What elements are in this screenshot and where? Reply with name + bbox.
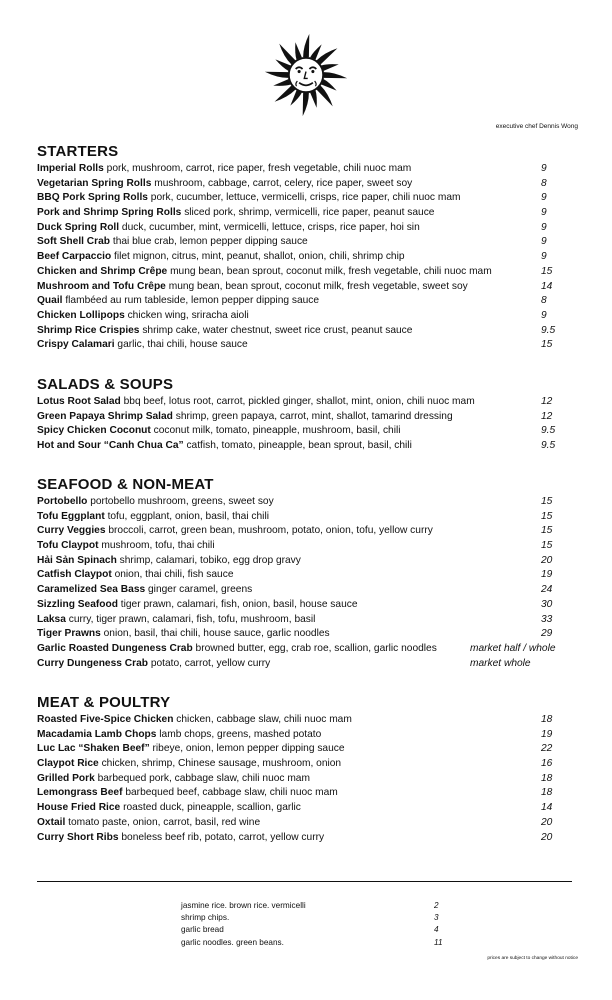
item-description: lamb chops, greens, mashed potato [159,728,322,740]
item-name: Tofu Claypot [37,540,99,552]
item-description: barbequed pork, cabbage slaw, chili nuoc mam [97,772,310,784]
item-price: 18 [541,787,553,799]
item-price: 9 [541,192,547,204]
menu-item [37,177,597,192]
menu-item [37,816,597,831]
sun-ray [295,42,302,59]
menu-item [37,757,597,772]
item-price: 20 [541,554,553,566]
item-name: Shrimp Rice Crispies [37,324,140,336]
item-description: broccoli, carrot, green bean, mushroom, potato, onion, tofu, yellow curry [108,525,433,537]
item-name: Vegetarian Spring Rolls [37,177,152,189]
item-name: Tofu Eggplant [37,510,105,522]
item-price: 22 [541,743,553,755]
item-price: 9 [541,207,547,219]
item-price: 8 [541,295,547,307]
item-name: Claypot Rice [37,758,99,770]
menu-item [37,583,597,598]
item-price: 15 [541,540,553,552]
item-name: Portobello [37,496,88,507]
menu-item [37,338,597,353]
item-name: House Fried Rice [37,802,121,814]
menu-item [37,539,597,554]
side-name: garlic bread [181,925,224,935]
section-title-seafood-non-meat: SEAFOOD & NON-MEAT [37,476,214,493]
item-description: flambéed au rum tableside, lemon pepper dipping sauce [65,295,320,307]
item-description: browned butter, egg, crab roe, scallion, garlic noodles [195,642,437,654]
item-description: pork, mushroom, carrot, rice paper, fresh vegetable, chili nuoc mam [106,163,412,174]
item-price: 15 [541,496,553,507]
item-description: garlic, thai chili, house sauce [117,339,248,351]
item-description: boneless beef rib, potato, carrot, yellow curry [121,831,325,843]
side-price: 3 [434,913,439,923]
item-description: duck, cucumber, mint, vermicelli, lettuce, crisps, rice paper, hoi sin [121,221,420,233]
item-description: mung bean, bean sprout, coconut milk, fresh vegetable, sweet soy [168,280,468,292]
item-price: 9.5 [541,440,556,452]
side-price: 11 [434,937,443,947]
item-name: Tiger Prawns [37,628,101,640]
item-price: 9 [541,163,547,174]
menu-item [37,801,597,816]
item-price: market half / whole [470,642,556,654]
item-description: chicken, cabbage slaw, chili nuoc mam [176,714,352,725]
item-description: shrimp, green papaya, carrot, mint, shallot, tamarind dressing [175,410,453,422]
item-description: onion, thai chili, fish sauce [114,569,234,581]
item-price: 19 [541,728,553,740]
item-price: 9.5 [541,324,556,336]
item-price: 18 [541,714,553,725]
item-name: Chicken Lollipops [37,309,125,321]
item-name: Crispy Calamari [37,339,115,351]
item-description: mushroom, cabbage, carrot, celery, rice paper, sweet soy [154,177,413,189]
item-description: thai blue crab, lemon pepper dipping sauce [112,236,308,248]
divider [37,881,572,882]
menu-item [37,324,597,339]
side-item [181,900,451,912]
item-description: sliced pork, shrimp, vermicelli, rice paper, peanut sauce [184,207,435,219]
sun-ray [265,72,288,78]
item-description: barbequed beef, cabbage slaw, chili nuoc mam [125,787,338,799]
sun-ray [279,44,295,65]
item-price: 18 [541,772,553,784]
item-description: bbq beef, lotus root, carrot, pickled ginger, shallot, mint, onion, chili nuoc mam [123,396,475,407]
menu-item [37,627,597,642]
menu-item [37,235,597,250]
item-description: curry, tiger prawn, calamari, fish, tofu, mushroom, basil [68,613,316,625]
menu-item [37,221,597,236]
side-price: 4 [434,925,439,935]
menu-item [37,713,597,728]
item-description: potato, carrot, yellow curry [150,657,271,669]
item-name: Oxtail [37,816,66,828]
sun-ray [317,86,333,107]
item-name: Lemongrass Beef [37,787,123,799]
sun-ray [303,34,309,57]
side-name: jasmine rice. brown rice. vermicelli [181,901,306,910]
item-name: Luc Lac “Shaken Beef” [37,743,150,755]
item-name: Lotus Root Salad [37,396,121,407]
item-price: 33 [541,613,553,625]
menu-item [37,395,597,410]
item-name: Garlic Roasted Dungeness Crab [37,642,193,654]
sun-ray [303,93,309,116]
menu-item [37,410,597,425]
menu-list-starters [37,162,597,353]
sun-ray [317,48,338,64]
item-name: BBQ Pork Spring Rolls [37,192,148,204]
item-price: 9 [541,251,547,263]
menu-item [37,424,597,439]
sun-ray [290,90,301,105]
item-description: roasted duck, pineapple, scallion, garlic [123,802,301,814]
item-description: tomato paste, onion, carrot, basil, red wine [68,816,261,828]
section-title-salads-soups: SALADS & SOUPS [37,376,174,393]
item-description: portobello mushroom, greens, sweet soy [90,496,274,507]
item-name: Roasted Five-Spice Chicken [37,714,174,725]
menu-item [37,439,597,454]
item-price: 12 [541,396,553,407]
sun-ray [324,72,347,78]
item-description: chicken wing, sriracha aioli [127,309,249,321]
section-title-starters: STARTERS [37,143,119,160]
item-name: Green Papaya Shrimp Salad [37,410,173,422]
item-name: Curry Dungeness Crab [37,657,148,669]
menu-item [37,831,597,846]
item-price: 14 [541,280,553,292]
item-name: Curry Veggies [37,525,106,537]
sun-ray [321,79,336,90]
section-title-meat-poultry: MEAT & POULTRY [37,694,171,711]
item-price: 9 [541,309,547,321]
item-name: Duck Spring Roll [37,221,120,233]
item-name: Catfish Claypot [37,569,112,581]
menu-item [37,294,597,309]
item-price: 29 [541,628,553,640]
item-name: Chicken and Shrimp Crêpe [37,265,168,277]
menu-item [37,280,597,295]
item-description: ribeye, onion, lemon pepper dipping sauce [152,743,345,755]
item-price: 8 [541,177,547,189]
item-price: 19 [541,569,553,581]
item-description: tofu, eggplant, onion, basil, thai chili [107,510,269,522]
sun-ray [310,90,317,107]
menu-item [37,786,597,801]
item-price: 16 [541,758,553,770]
sun-face-logo [263,32,349,118]
item-price: 20 [541,831,553,843]
side-name: shrimp chips. [181,913,230,923]
menu-item [37,742,597,757]
item-name: Spicy Chicken Coconut [37,425,151,437]
menu-item [37,250,597,265]
menu-item [37,657,597,672]
sun-ray [310,44,321,59]
item-price: 14 [541,802,553,814]
sides-list [181,900,451,949]
item-name: Grilled Pork [37,772,95,784]
item-description: coconut milk, tomato, pineapple, mushroom, basil, chili [153,425,401,437]
item-name: Hot and Sour “Canh Chua Ca” [37,440,184,452]
menu-item [37,642,597,657]
menu-list-seafood-non-meat [37,495,597,671]
menu-list-meat-poultry [37,713,597,845]
item-price: 30 [541,598,553,610]
menu-item [37,568,597,583]
item-price: 9 [541,236,547,248]
item-price: 24 [541,584,553,596]
menu-item [37,598,597,613]
item-description: ginger caramel, greens [148,584,253,596]
menu-item [37,772,597,787]
item-description: pork, cucumber, lettuce, vermicelli, crisps, rice paper, chili nuoc mam [150,192,461,204]
item-name: Imperial Rolls [37,163,104,174]
item-price: 15 [541,265,553,277]
item-name: Mushroom and Tofu Crêpe [37,280,166,292]
item-description: filet mignon, citrus, mint, peanut, shallot, onion, chili, shrimp chip [114,251,405,263]
menu-item [37,554,597,569]
item-description: chicken, shrimp, Chinese sausage, mushroom, onion [101,758,342,770]
menu-item [37,191,597,206]
item-name: Beef Carpaccio [37,251,112,263]
item-name: Sizzling Seafood [37,598,118,610]
item-name: Quail [37,295,63,307]
menu-item [37,510,597,525]
item-name: Laksa [37,613,66,625]
item-name: Pork and Shrimp Spring Rolls [37,207,182,219]
item-price: 20 [541,816,553,828]
side-item [181,924,451,936]
side-name: garlic noodles. green beans. [181,937,284,947]
item-description: onion, basil, thai chili, house sauce, garlic noodles [103,628,330,640]
menu-item [37,162,597,177]
sun-ray [275,59,290,70]
menu-item [37,206,597,221]
item-price: 15 [541,339,553,351]
item-name: Hải Sản Spinach [37,554,117,566]
item-price: 9 [541,221,547,233]
price-notice: prices are subject to change without notice [487,956,578,961]
menu-item [37,309,597,324]
menu-item [37,265,597,280]
menu-item [37,495,597,510]
item-description: tiger prawn, calamari, fish, onion, basil, house sauce [120,598,358,610]
chef-credit: executive chef Dennis Wong [495,123,578,130]
item-name: Caramelized Sea Bass [37,584,146,596]
menu-item [37,613,597,628]
item-description: mung bean, bean sprout, coconut milk, fresh vegetable, chili nuoc mam [170,265,492,277]
item-name: Soft Shell Crab [37,236,111,248]
item-price: market whole [470,657,531,669]
menu-item [37,524,597,539]
item-price: 15 [541,510,553,522]
sun-ray [273,79,290,86]
item-name: Curry Short Ribs [37,831,119,843]
side-price: 2 [434,901,439,910]
item-description: mushroom, tofu, thai chili [101,540,215,552]
item-price: 9.5 [541,425,556,437]
item-description: shrimp, calamari, tobiko, egg drop gravy [119,554,301,566]
item-description: catfish, tomato, pineapple, bean sprout, basil, chili [186,440,412,452]
menu-item [37,728,597,743]
item-name: Macadamia Lamb Chops [37,728,157,740]
side-item [181,912,451,924]
item-description: shrimp cake, water chestnut, sweet rice crust, peanut sauce [142,324,413,336]
side-item [181,937,451,949]
sun-ray [321,64,338,71]
menu-list-salads-soups [37,395,597,454]
item-price: 15 [541,525,553,537]
item-price: 12 [541,410,553,422]
sun-ray [275,86,296,102]
